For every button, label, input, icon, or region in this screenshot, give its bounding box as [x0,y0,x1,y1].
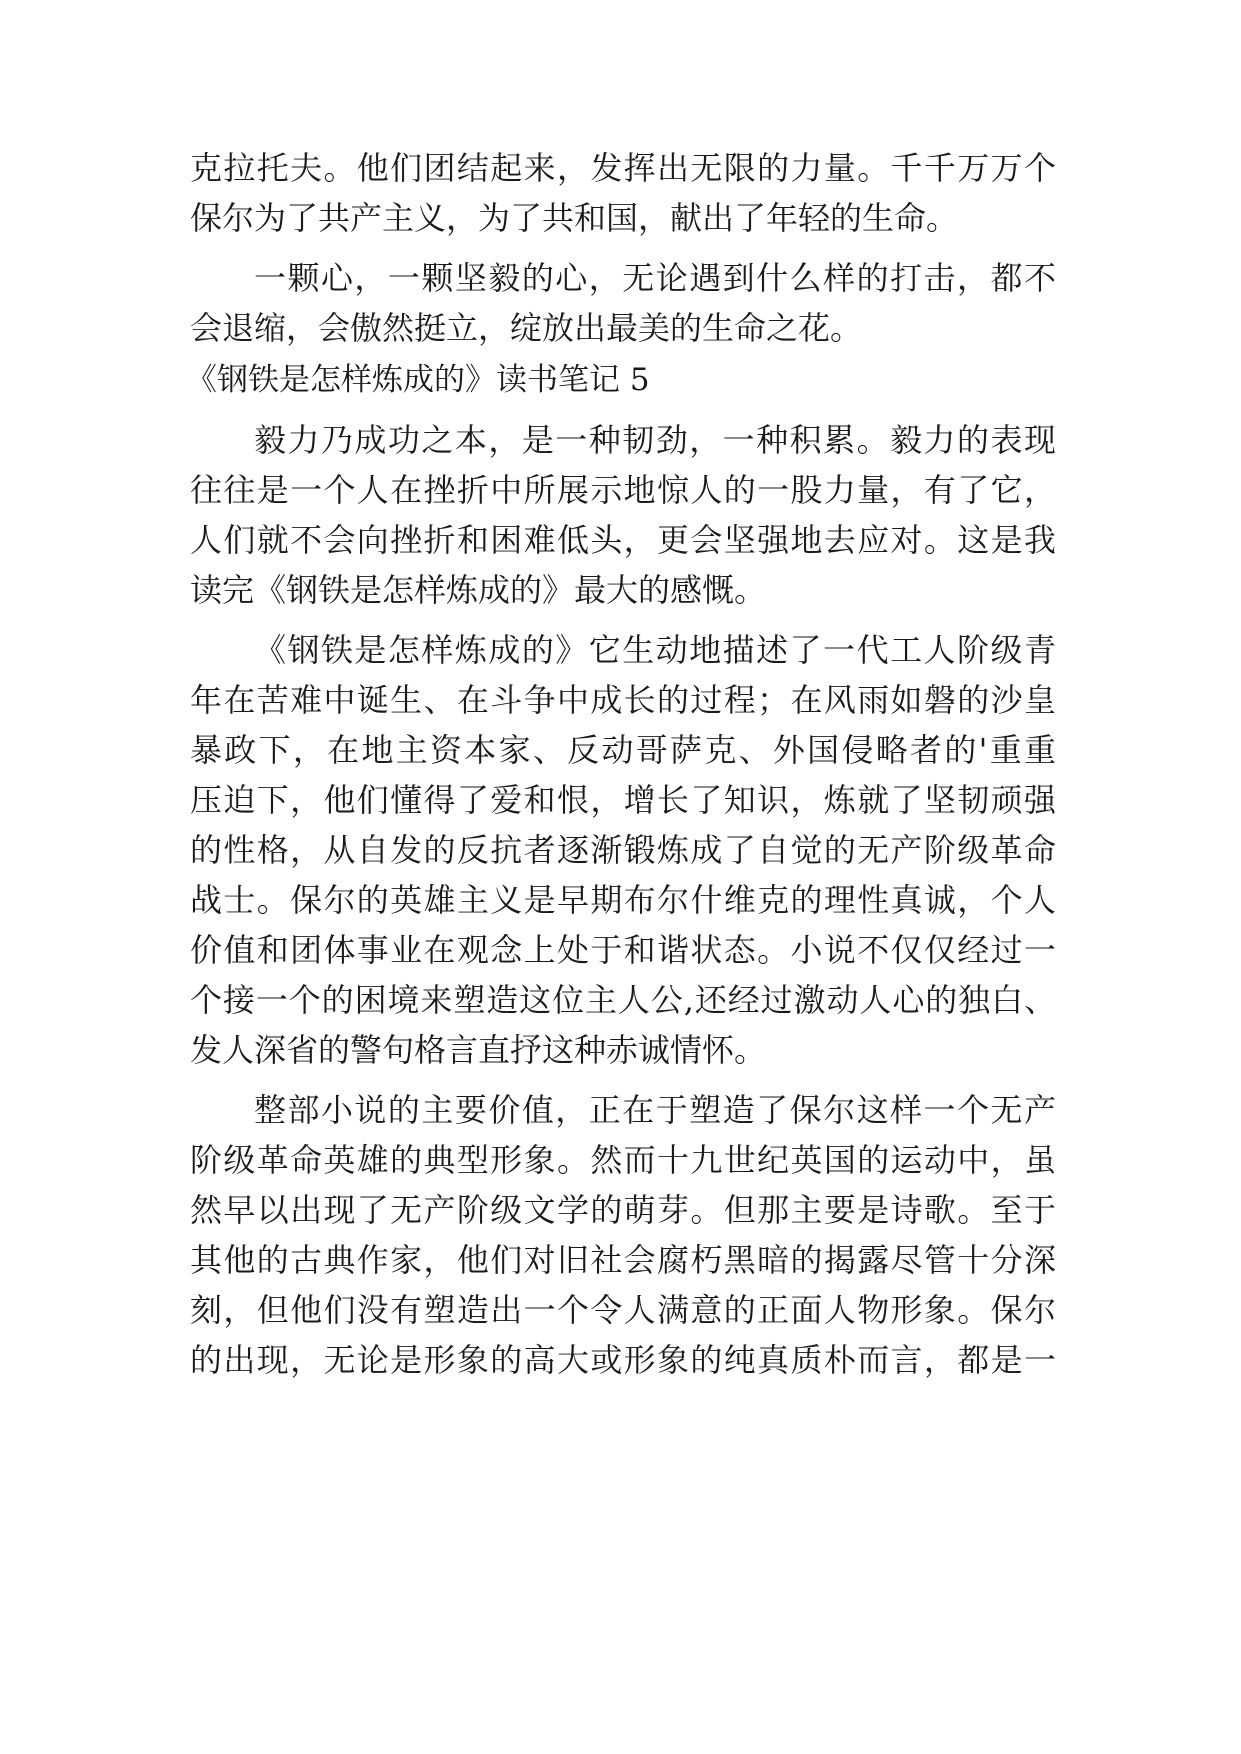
text-line: 价值和团体事业在观念上处于和谐状态。小说不仅仅经过一 [190,931,1056,969]
text-line: 读完《钢铁是怎样炼成的》最大的感慨。 [190,571,767,609]
text-line: 然早以出现了无产阶级文学的萌芽。但那主要是诗歌。至于 [190,1191,1056,1229]
text-line: 人们就不会向挫折和困难低头，更会坚强地去应对。这是我 [190,521,1056,559]
text-line: 阶级革命英雄的典型形象。然而十九世纪英国的运动中，虽 [190,1141,1056,1179]
text-line: 暴政下，在地主资本家、反动哥萨克、外国侵略者的'重重 [190,731,1056,769]
text-line: 发人深省的警句格言直抒这种赤诚情怀。 [190,1031,767,1069]
text-line: 整部小说的主要价值，正在于塑造了保尔这样一个无产 [254,1091,1056,1129]
text-line: 的性格，从自发的反抗者逐渐锻炼成了自觉的无产阶级革命 [190,831,1056,869]
text-line: 刻，但他们没有塑造出一个令人满意的正面人物形象。保尔 [190,1291,1056,1329]
text-line: 会退缩，会傲然挺立，绽放出最美的生命之花。 [190,309,863,347]
text-line: 压迫下，他们懂得了爱和恨，增长了知识，炼就了坚韧顽强 [190,781,1056,819]
text-line: 其他的古典作家，他们对旧社会腐朽黑暗的揭露尽管十分深 [190,1241,1056,1279]
text-line: 年在苦难中诞生、在斗争中成长的过程；在风雨如磐的沙皇 [190,681,1056,719]
text-line: 毅力乃成功之本，是一种韧劲，一种积累。毅力的表现 [254,421,1056,459]
text-line: 《钢铁是怎样炼成的》它生动地描述了一代工人阶级青 [254,631,1056,669]
text-line: 保尔为了共产主义，为了共和国，献出了年轻的生命。 [190,199,959,237]
text-line: 的出现，无论是形象的高大或形象的纯真质朴而言，都是一 [190,1341,1056,1379]
section-heading: 《钢铁是怎样炼成的》读书笔记 5 [186,362,650,398]
text-line: 一颗心，一颗坚毅的心，无论遇到什么样的打击，都不 [254,259,1056,297]
text-line: 往往是一个人在挫折中所展示地惊人的一股力量，有了它， [190,471,1056,509]
text-line: 个接一个的困境来塑造这位主人公,还经过激动人心的独白、 [190,981,1056,1019]
text-line: 克拉托夫。他们团结起来，发挥出无限的力量。千千万万个 [190,149,1056,187]
text-line: 战士。保尔的英雄主义是早期布尔什维克的理性真诚，个人 [190,881,1056,919]
